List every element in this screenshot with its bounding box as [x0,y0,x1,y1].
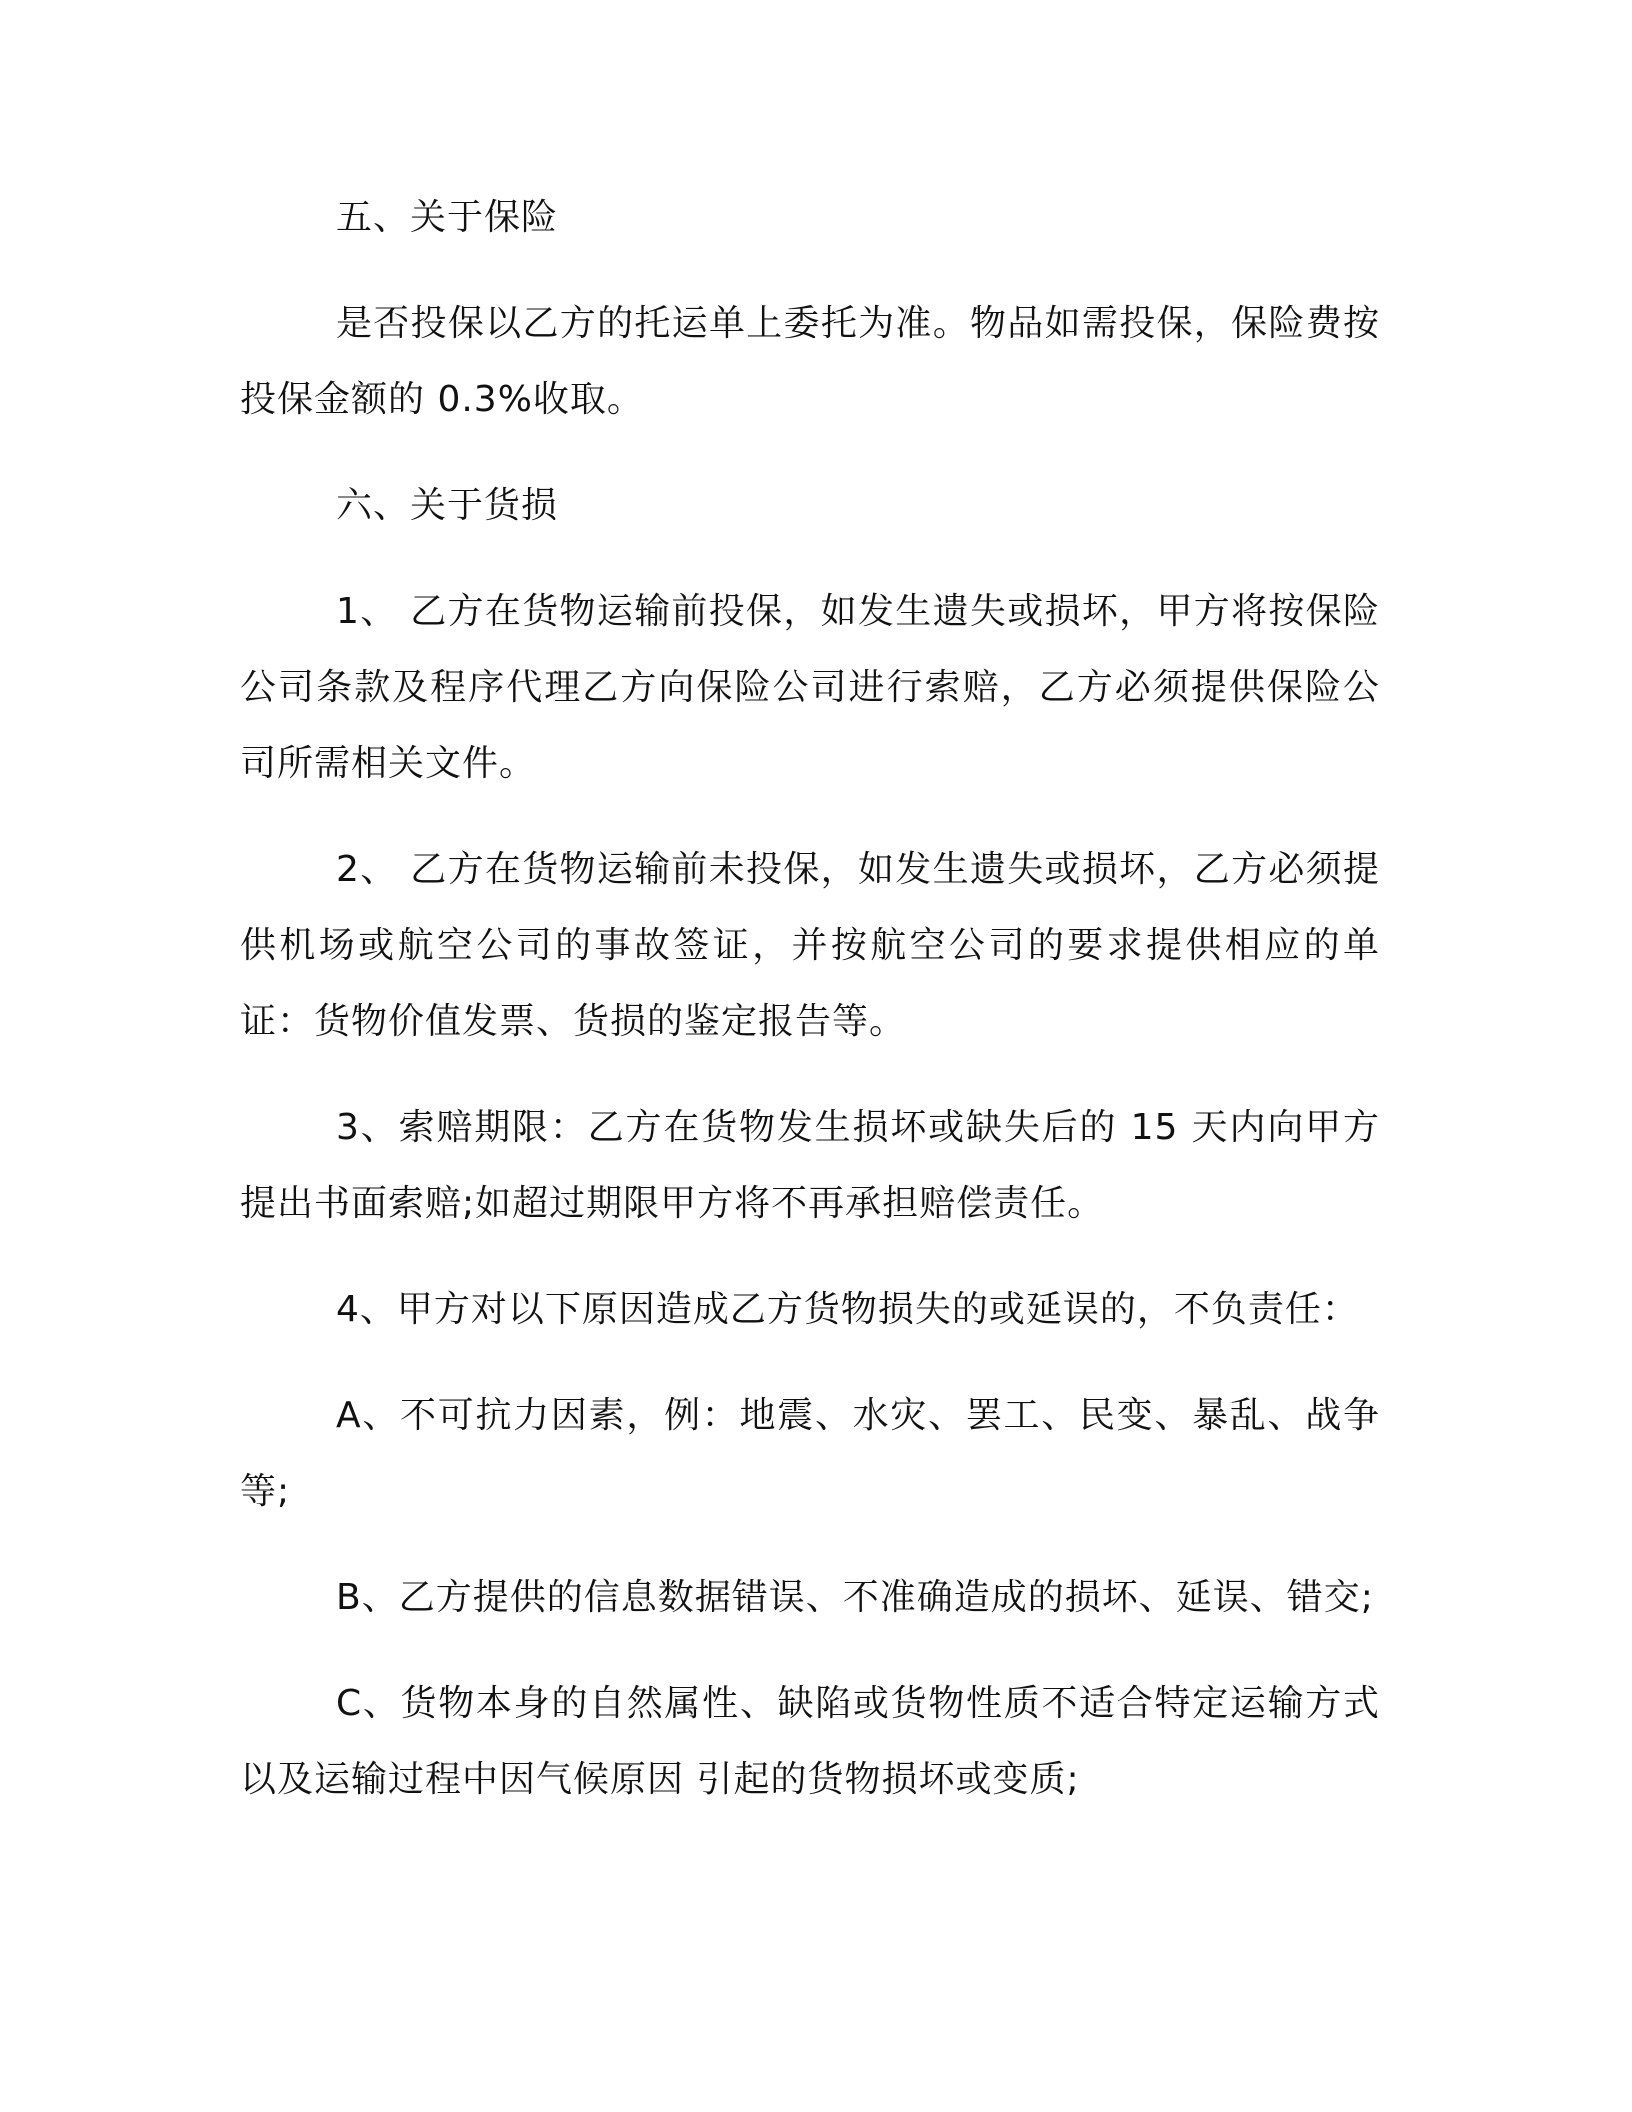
paragraph-clause-1: 1、 乙方在货物运输前投保，如发生遗失或损坏，甲方将按保险公司条款及程序代理乙方向保险公司进行索赔，乙方必须提供保险公司所需相关文件。 [240,591,1380,784]
section-heading-cargo-damage: 六、关于货损 [336,485,559,526]
paragraph-item-c: C、货物本身的自然属性、缺陷或货物性质不适合特定运输方式以及运输过程中因气候原因 引起的货物损坏或变质; [240,1683,1380,1800]
paragraph-item-b: B、乙方提供的信息数据错误、不准确造成的损坏、延误、错交; [336,1577,1374,1618]
document-body [240,180,1380,1848]
section-heading-insurance: 五、关于保险 [336,197,559,238]
paragraph-clause-4: 4、甲方对以下原因造成乙方货物损失的或延误的，不负责任： [336,1289,1359,1330]
paragraph-insurance-terms: 是否投保以乙方的托运单上委托为准。物品如需投保，保险费按投保金额的 0.3%收取。 [240,303,1380,420]
paragraph-clause-2: 2、 乙方在货物运输前未投保，如发生遗失或损坏，乙方必须提供机场或航空公司的事故签证，并按航空公司的要求提供相应的单证：货物价值发票、货损的鉴定报告等。 [240,849,1380,1042]
paragraph-clause-3: 3、索赔期限：乙方在货物发生损坏或缺失后的 15 天内向甲方提出书面索赔;如超过期限甲方将不再承担赔偿责任。 [240,1107,1380,1224]
paragraph-item-a: A、不可抗力因素，例：地震、水灾、罢工、民变、暴乱、战争等; [240,1395,1380,1512]
